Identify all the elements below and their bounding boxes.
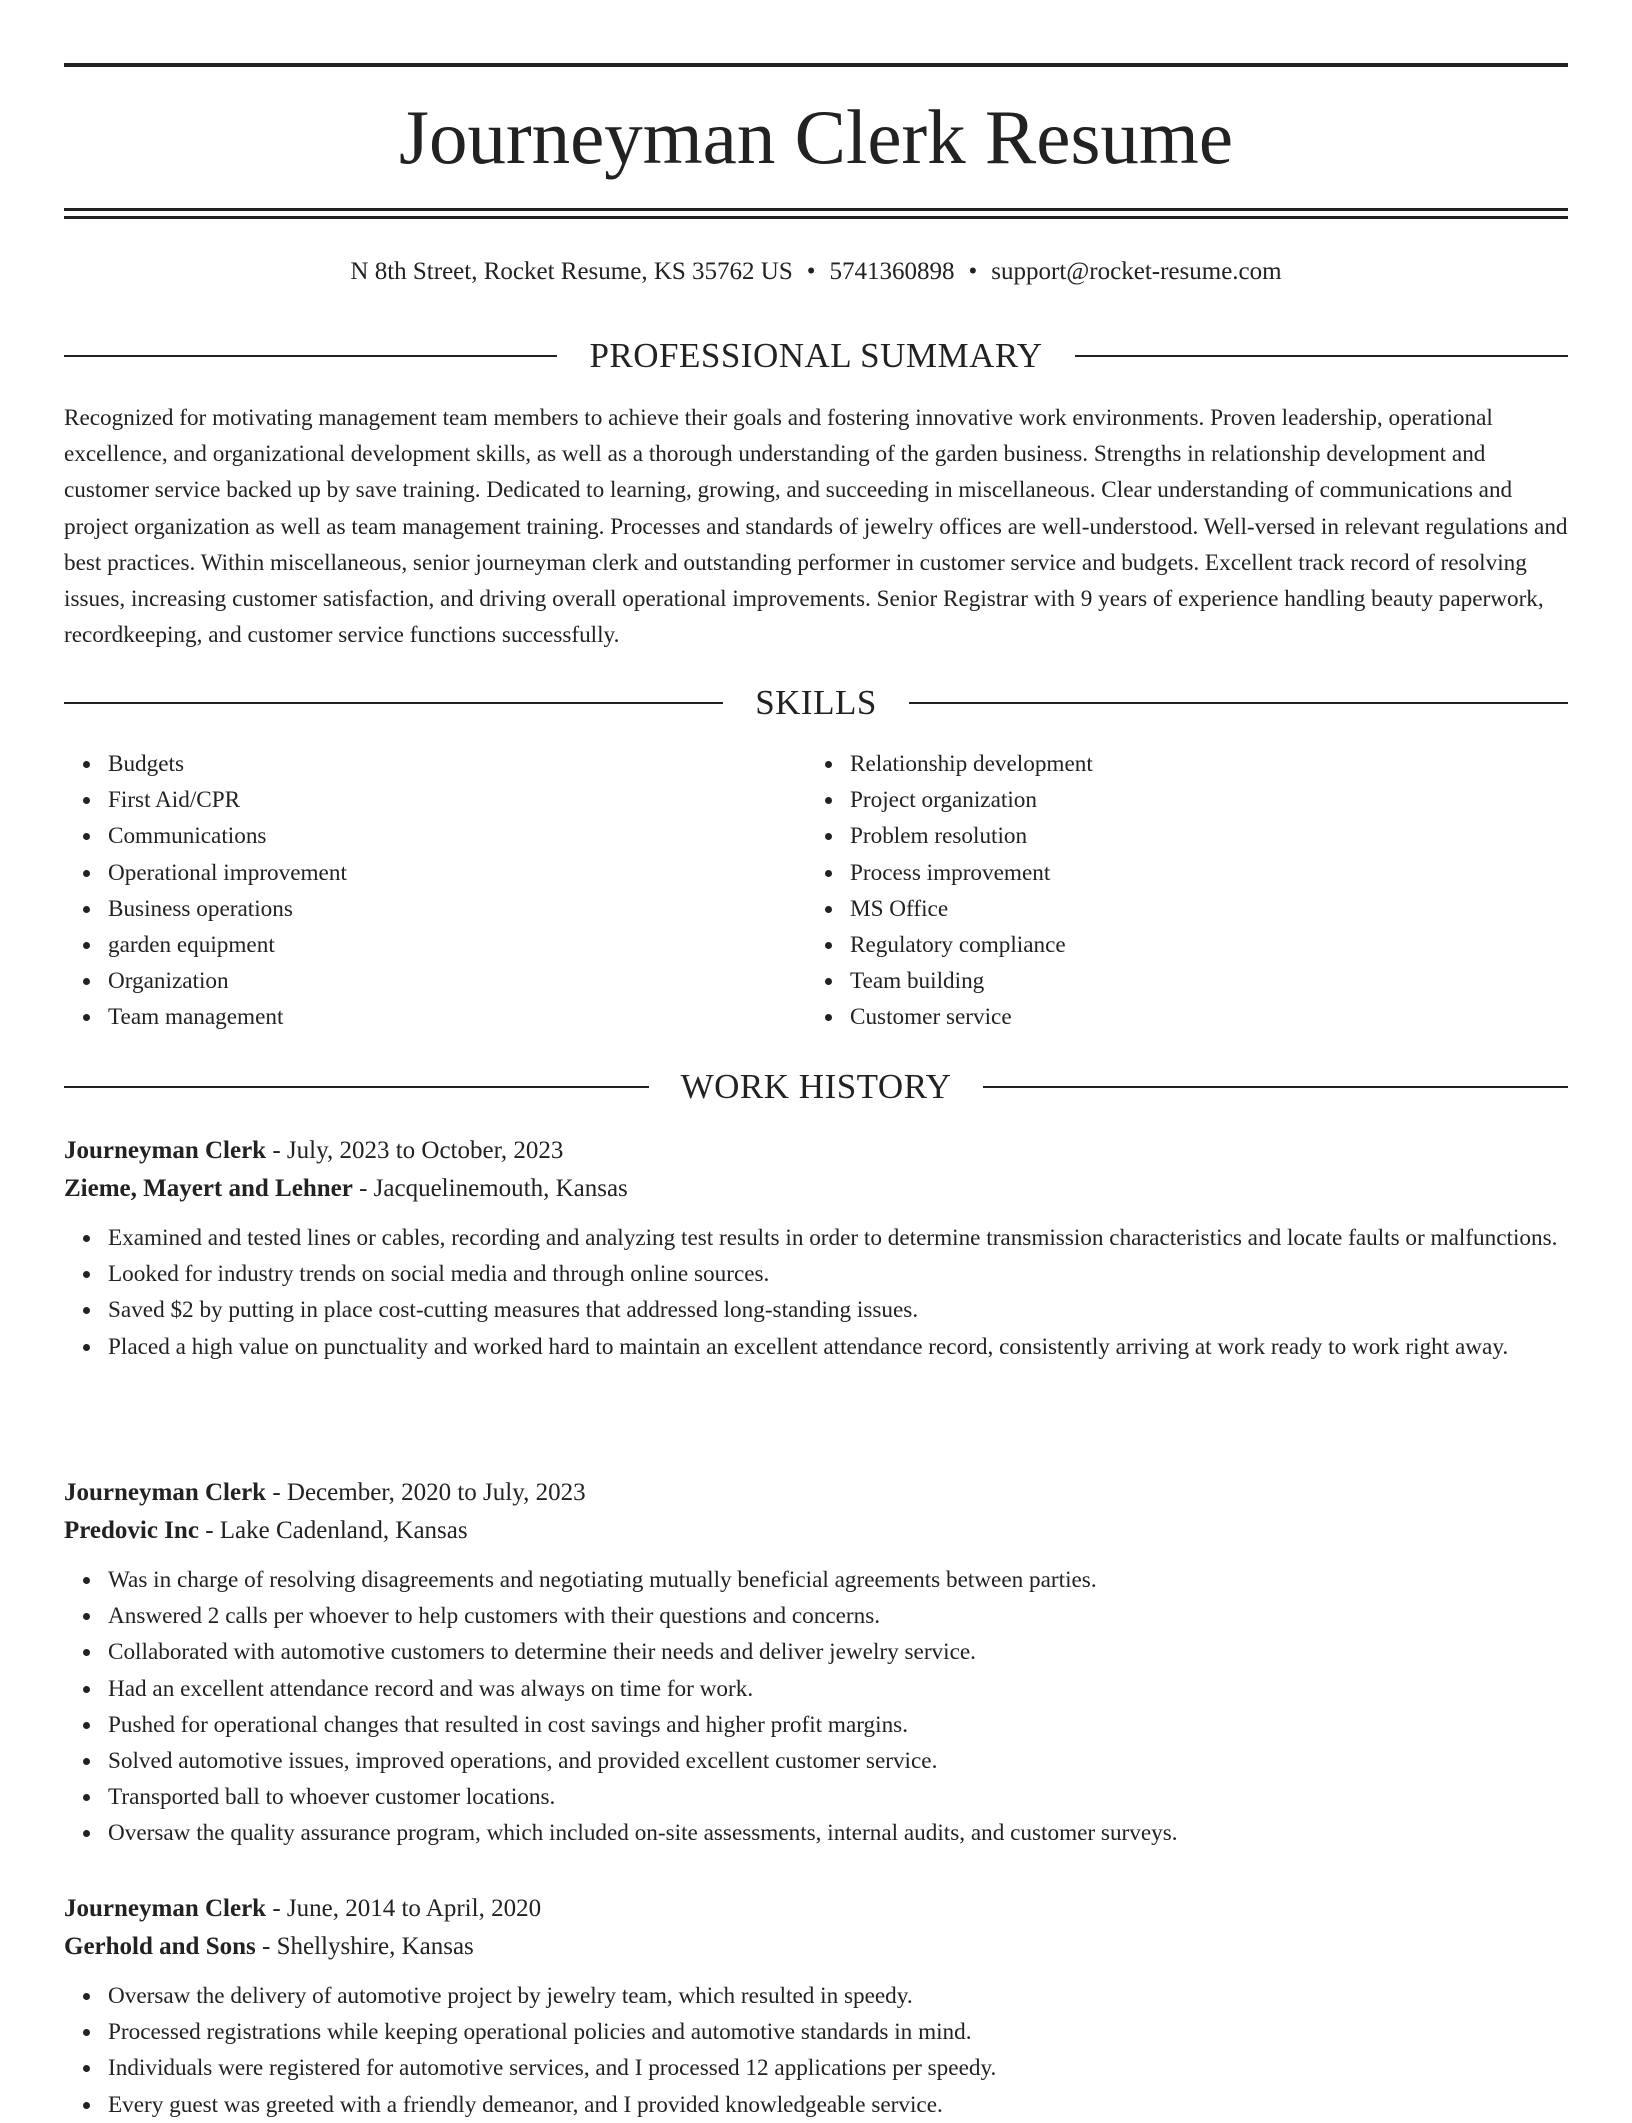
- skill-item: Team building: [850, 963, 1548, 999]
- job-entry: [64, 1132, 1568, 1365]
- skill-item: Project organization: [850, 782, 1548, 818]
- skill-item: Organization: [108, 963, 806, 999]
- job-title-line: [64, 1890, 1568, 1928]
- heading-rule-left: [64, 702, 723, 704]
- header-top-rule: [64, 63, 1568, 67]
- duty-item: Oversaw the delivery of automotive project by jewelry team, which resulted in speedy.: [108, 1978, 1568, 2014]
- duty-item: Solved automotive issues, improved operations, and provided excellent customer service.: [108, 1743, 1568, 1779]
- duty-item: Placed a high value on punctuality and worked hard to maintain an excellent attendance record, consistently arriving at work ready to work right away.: [108, 1329, 1568, 1365]
- duty-item: Collaborated with automotive customers to determine their needs and deliver jewelry service.: [108, 1634, 1568, 1670]
- job-entry: [64, 1474, 1568, 1852]
- duty-item: Every guest was greeted with a friendly demeanor, and I provided knowledgeable service.: [108, 2087, 1568, 2123]
- header-double-rule: [64, 208, 1568, 219]
- job-location: - Shellyshire, Kansas: [255, 1933, 474, 1960]
- job-dates: - June, 2014 to April, 2020: [266, 1895, 542, 1922]
- skill-item: Operational improvement: [108, 855, 806, 891]
- job-dates: - December, 2020 to July, 2023: [266, 1479, 586, 1506]
- job-duties: [64, 1978, 1568, 2123]
- skill-item: Problem resolution: [850, 818, 1548, 854]
- duty-item: Transported ball to whoever customer locations.: [108, 1779, 1568, 1815]
- heading-rule-right: [1075, 355, 1568, 357]
- duty-item: Pushed for operational changes that resulted in cost savings and higher profit margins.: [108, 1707, 1568, 1743]
- contact-email: support@rocket-resume.com: [991, 258, 1282, 285]
- job-duties: [64, 1562, 1568, 1852]
- contact-separator: •: [806, 258, 816, 285]
- skill-item: MS Office: [850, 891, 1548, 927]
- skill-item: garden equipment: [108, 927, 806, 963]
- job-company: Predovic Inc: [64, 1517, 199, 1544]
- job-title: Journeyman Clerk: [64, 1895, 267, 1922]
- heading-rule-left: [64, 355, 557, 357]
- skill-item: Relationship development: [850, 746, 1548, 782]
- duty-item: Processed registrations while keeping operational policies and automotive standards in mind.: [108, 2014, 1568, 2050]
- duty-item: Examined and tested lines or cables, recording and analyzing test results in order to determine transmission characteristics and locate faults or malfunctions.: [108, 1220, 1568, 1256]
- job-duties: [64, 1220, 1568, 1365]
- skills-heading-label: SKILLS: [755, 683, 877, 722]
- job-location: - Lake Cadenland, Kansas: [198, 1517, 468, 1544]
- skill-item: Budgets: [108, 746, 806, 782]
- heading-rule-right: [983, 1086, 1568, 1088]
- skills-list: [64, 746, 1568, 1036]
- job-company-line: [64, 1512, 1568, 1550]
- skill-item: Team management: [108, 999, 806, 1035]
- duty-item: Oversaw the quality assurance program, which included on-site assessments, internal audits, and customer surveys.: [108, 1815, 1568, 1851]
- contact-line: [64, 252, 1568, 292]
- skills-column-right: [806, 746, 1548, 1036]
- skill-item: Communications: [108, 818, 806, 854]
- skills-column-left: [64, 746, 806, 1036]
- skill-item: Customer service: [850, 999, 1548, 1035]
- contact-phone: 5741360898: [829, 258, 955, 285]
- duty-item: Looked for industry trends on social media and through online sources.: [108, 1256, 1568, 1292]
- job-title-line: [64, 1132, 1568, 1170]
- skill-item: Business operations: [108, 891, 806, 927]
- job-company: Gerhold and Sons: [64, 1933, 256, 1960]
- summary-text: Recognized for motivating management team members to achieve their goals and fostering innovative work environments. Proven leadership, operational excellence, and organizational development skills, as well as a thorough understanding of the garden business. Strengths in relationship development and customer service backed up by save training. Dedicated to learning, growing, and succeeding in miscellaneous. Clear understanding of communications and project organization as well as team management training. Processes and standards of jewelry offices are well-understood. Well-versed in relevant regulations and best practices. Within miscellaneous, senior journeyman clerk and outstanding performer in customer service and budgets. Excellent track record of resolving issues, increasing customer satisfaction, and driving overall operational improvements. Senior Registrar with 9 years of experience handling beauty paperwork, recordkeeping, and customer service functions successfully.: [64, 405, 1568, 649]
- job-dates: - July, 2023 to October, 2023: [266, 1137, 564, 1164]
- duty-item: Answered 2 calls per whoever to help customers with their questions and concerns.: [108, 1598, 1568, 1634]
- resume-title: Journeyman Clerk Resume: [399, 94, 1233, 180]
- summary-heading-label: PROFESSIONAL SUMMARY: [589, 336, 1043, 375]
- job-company: Zieme, Mayert and Lehner: [64, 1175, 353, 1202]
- duty-item: Individuals were registered for automotive services, and I processed 12 applications per speedy.: [108, 2050, 1568, 2086]
- job-location: - Jacquelinemouth, Kansas: [352, 1175, 628, 1202]
- duty-item: Had an excellent attendance record and was always on time for work.: [108, 1671, 1568, 1707]
- skill-item: First Aid/CPR: [108, 782, 806, 818]
- job-company-line: [64, 1170, 1568, 1208]
- work-history-heading: [64, 1065, 1568, 1109]
- skill-item: Process improvement: [850, 855, 1548, 891]
- contact-address: N 8th Street, Rocket Resume, KS 35762 US: [350, 258, 793, 285]
- skills-heading: [64, 681, 1568, 725]
- summary-heading: [64, 334, 1568, 378]
- job-title: Journeyman Clerk: [64, 1137, 267, 1164]
- duty-item: Was in charge of resolving disagreements and negotiating mutually beneficial agreements between parties.: [108, 1562, 1568, 1598]
- job-title-line: [64, 1474, 1568, 1512]
- job-company-line: [64, 1928, 1568, 1966]
- skill-item: Regulatory compliance: [850, 927, 1548, 963]
- duty-item: Saved $2 by putting in place cost-cutting measures that addressed long-standing issues.: [108, 1292, 1568, 1328]
- heading-rule-right: [909, 702, 1568, 704]
- job-title: Journeyman Clerk: [64, 1479, 267, 1506]
- work-history-heading-label: WORK HISTORY: [680, 1067, 952, 1106]
- heading-rule-left: [64, 1086, 649, 1088]
- job-entry: [64, 1890, 1568, 2123]
- contact-separator: •: [968, 258, 978, 285]
